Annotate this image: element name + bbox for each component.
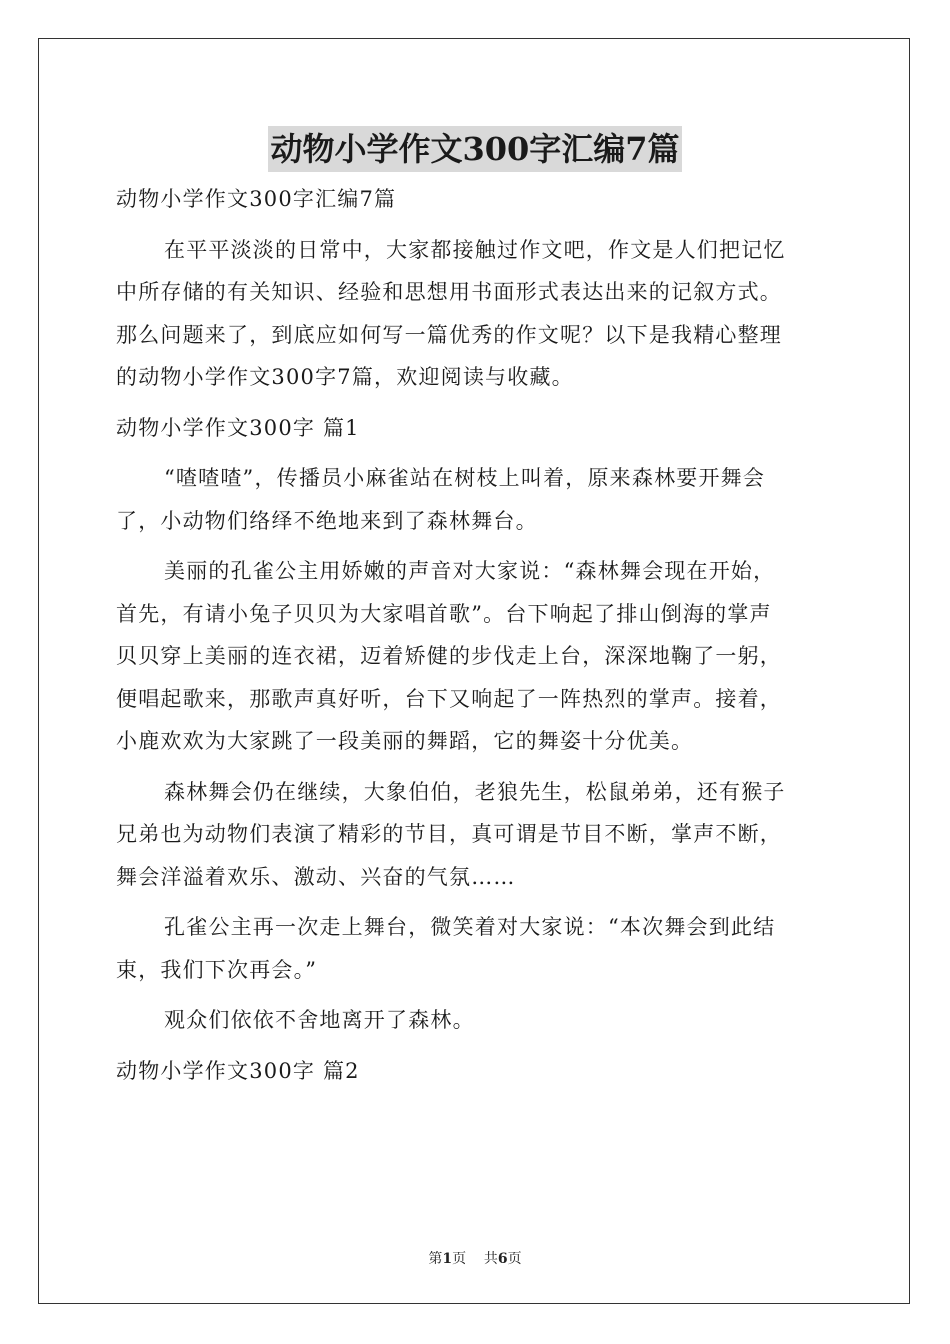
paragraph-3 bbox=[116, 771, 836, 899]
page-total: 6 bbox=[497, 1251, 508, 1267]
document-title: 动物小学作文300字汇编7篇 bbox=[268, 126, 681, 172]
text-line: 小鹿欢欢为大家跳了一段美丽的舞蹈，它的舞姿十分优美。 bbox=[116, 729, 694, 753]
paragraph-1 bbox=[116, 457, 836, 542]
page-number: 1 bbox=[442, 1251, 453, 1267]
document-body bbox=[116, 178, 836, 1092]
text-line: 贝贝穿上美丽的连衣裙，迈着矫健的步伐走上台，深深地鞠了一躬， bbox=[116, 644, 782, 668]
section-heading-1: 动物小学作文300字 篇1 bbox=[116, 415, 360, 440]
paragraph-5 bbox=[116, 999, 836, 1042]
total-suffix: 页 bbox=[507, 1251, 522, 1267]
text-line: 首先，有请小兔子贝贝为大家唱首歌”。台下响起了排山倒海的掌声 bbox=[116, 601, 772, 626]
text-line: 舞会洋溢着欢乐、激动、兴奋的气氛…… bbox=[116, 864, 516, 889]
text-line: 孔雀公主再一次走上舞台，微笑着对大家说：“本次舞会到此结 bbox=[164, 915, 776, 939]
paragraph-2 bbox=[116, 550, 836, 763]
page-suffix: 页 bbox=[452, 1251, 467, 1267]
text-line: 的动物小学作文300字7篇，欢迎阅读与收藏。 bbox=[116, 365, 574, 389]
text-line: 美丽的孔雀公主用娇嫩的声音对大家说：“森林舞会现在开始， bbox=[164, 559, 776, 583]
intro-paragraph bbox=[116, 229, 836, 399]
document-subtitle: 动物小学作文300字汇编7篇 bbox=[116, 187, 397, 211]
text-line: 森林舞会仍在继续，大象伯伯，老狼先生，松鼠弟弟，还有猴子 bbox=[164, 779, 786, 804]
text-line: 兄弟也为动物们表演了精彩的节目，真可谓是节目不断，掌声不断， bbox=[116, 822, 782, 846]
text-line: “喳喳喳”，传播员小麻雀站在树枝上叫着，原来森林要开舞会 bbox=[164, 466, 766, 490]
text-line: 束，我们下次再会。” bbox=[116, 957, 318, 982]
page-prefix: 第 bbox=[428, 1251, 443, 1267]
text-line: 在平平淡淡的日常中，大家都接触过作文吧，作文是人们把记忆 bbox=[164, 237, 786, 262]
text-line: 观众们依依不舍地离开了森林。 bbox=[164, 1008, 475, 1032]
text-line: 了，小动物们络绎不绝地来到了森林舞台。 bbox=[116, 508, 538, 533]
page-footer bbox=[0, 1248, 950, 1268]
text-line: 中所存储的有关知识、经验和思想用书面形式表达出来的记叙方式。 bbox=[116, 280, 782, 304]
text-line: 那么问题来了，到底应如何写一篇优秀的作文呢？以下是我精心整理 bbox=[116, 322, 782, 347]
total-prefix: 共 bbox=[483, 1251, 498, 1267]
paragraph-4 bbox=[116, 906, 836, 991]
title-container bbox=[0, 126, 950, 172]
section-heading-2: 动物小学作文300字 篇2 bbox=[116, 1058, 360, 1083]
text-line: 便唱起歌来，那歌声真好听，台下又响起了一阵热烈的掌声。接着， bbox=[116, 686, 782, 711]
